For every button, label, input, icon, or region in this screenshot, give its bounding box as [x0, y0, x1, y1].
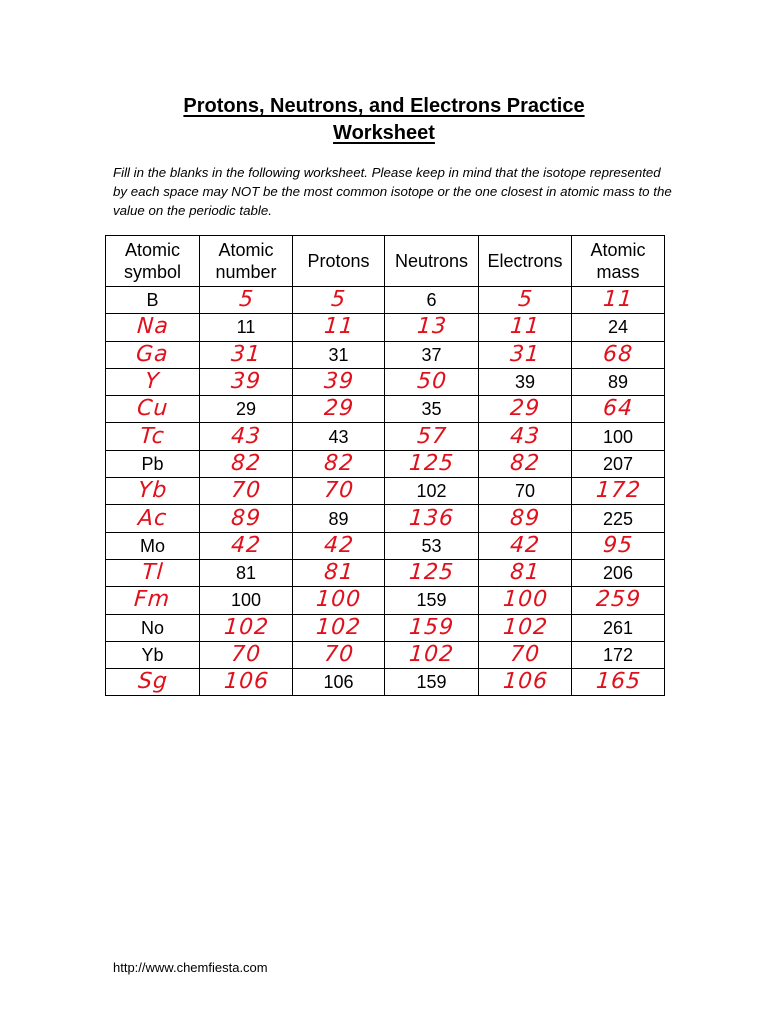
cell-atomic-mass [572, 559, 665, 586]
cell-electrons [479, 287, 572, 314]
cell-protons [293, 396, 385, 423]
cell-atomic-symbol [106, 505, 200, 532]
cell-atomic-number [200, 287, 293, 314]
cell-atomic-mass [572, 587, 665, 614]
header-atomic-number [200, 236, 293, 287]
cell-atomic-number [200, 587, 293, 614]
cell-electrons [479, 478, 572, 505]
cell-neutrons [385, 559, 479, 586]
cell-atomic-number [200, 478, 293, 505]
table-row [106, 396, 665, 423]
handwritten-answer: 70 [322, 642, 355, 667]
printed-value: 70 [514, 481, 536, 502]
handwritten-answer: 100 [501, 587, 549, 613]
cell-electrons [479, 396, 572, 423]
printed-value: 29 [235, 399, 257, 420]
printed-value: 159 [416, 672, 447, 693]
cell-atomic-symbol [106, 478, 200, 505]
handwritten-answer: 82 [230, 450, 262, 476]
printed-value: Mo [139, 535, 165, 556]
cell-atomic-mass [572, 368, 665, 395]
handwritten-answer: Ac [137, 505, 168, 531]
handwritten-answer: 5 [330, 287, 347, 313]
table-row [106, 641, 665, 668]
cell-atomic-mass [572, 287, 665, 314]
cell-atomic-mass [572, 641, 665, 668]
printed-value: 261 [602, 617, 634, 638]
handwritten-answer: 57 [415, 423, 448, 449]
table-row [106, 614, 665, 641]
cell-atomic-number [200, 396, 293, 423]
handwritten-answer: 125 [408, 450, 455, 476]
worksheet-title-line1: Protons, Neutrons, and Electrons Practice [183, 95, 585, 117]
printed-value: 39 [514, 372, 536, 393]
handwritten-answer: 68 [602, 341, 634, 367]
handwritten-answer: 82 [509, 450, 541, 476]
cell-neutrons [385, 669, 479, 696]
header-line2: number [215, 262, 277, 282]
printed-value: Yb [141, 645, 164, 665]
table-row [106, 669, 665, 696]
cell-atomic-symbol [106, 532, 200, 559]
handwritten-answer: 39 [230, 369, 262, 395]
printed-value: 11 [236, 317, 256, 338]
table-row [106, 478, 665, 505]
cell-atomic-mass [572, 341, 665, 368]
cell-electrons [479, 559, 572, 586]
handwritten-answer: 89 [230, 505, 262, 531]
cell-atomic-mass [572, 614, 665, 641]
cell-atomic-mass [572, 669, 665, 696]
cell-protons [293, 669, 385, 696]
handwritten-answer: 64 [602, 396, 634, 422]
cell-atomic-number [200, 641, 293, 668]
cell-neutrons [385, 641, 479, 668]
printed-value: 106 [323, 672, 354, 693]
cell-neutrons [385, 478, 479, 505]
cell-atomic-number [200, 614, 293, 641]
table-row [106, 314, 665, 341]
cell-neutrons [385, 287, 479, 314]
cell-atomic-number [200, 505, 293, 532]
handwritten-answer: 13 [415, 314, 448, 340]
handwritten-answer: Y [144, 369, 161, 395]
printed-value: 24 [607, 317, 629, 338]
handwritten-answer: 95 [602, 532, 634, 558]
printed-value: No [140, 617, 164, 638]
cell-atomic-number [200, 559, 293, 586]
cell-electrons [479, 669, 572, 696]
cell-electrons [479, 505, 572, 532]
handwritten-answer: 29 [509, 396, 541, 422]
table-row [106, 368, 665, 395]
printed-value: 35 [421, 399, 442, 420]
cell-neutrons [385, 505, 479, 532]
handwritten-answer: Ga [135, 341, 170, 367]
cell-atomic-mass [572, 532, 665, 559]
handwritten-answer: Cu [136, 396, 170, 422]
cell-atomic-symbol [106, 423, 200, 450]
cell-atomic-mass [572, 423, 665, 450]
handwritten-answer: 106 [501, 669, 549, 695]
cell-protons [293, 450, 385, 477]
printed-value: 89 [328, 508, 349, 529]
header-atomic-symbol [106, 236, 200, 287]
handwritten-answer: 82 [322, 450, 355, 476]
cell-atomic-symbol [106, 396, 200, 423]
cell-electrons [479, 641, 572, 668]
handwritten-answer: 81 [509, 560, 541, 586]
handwritten-answer: 102 [408, 642, 455, 667]
printed-value: 225 [602, 508, 634, 529]
printed-value: 102 [416, 481, 447, 502]
handwritten-answer: 39 [322, 369, 355, 395]
table-row [106, 341, 665, 368]
cell-neutrons [385, 423, 479, 450]
cell-atomic-number [200, 423, 293, 450]
table-row [106, 532, 665, 559]
cell-atomic-mass [572, 450, 665, 477]
worksheet-title-line2: Worksheet [333, 122, 435, 144]
cell-neutrons [385, 341, 479, 368]
handwritten-answer: 172 [594, 478, 642, 504]
printed-value: 53 [421, 535, 442, 556]
handwritten-answer: 43 [509, 423, 541, 449]
handwritten-answer: 11 [602, 287, 634, 313]
cell-protons [293, 614, 385, 641]
cell-protons [293, 559, 385, 586]
handwritten-answer: 70 [230, 642, 262, 667]
cell-protons [293, 423, 385, 450]
handwritten-answer: 43 [230, 423, 262, 449]
handwritten-answer: Tl [140, 560, 165, 586]
printed-value: 207 [602, 453, 634, 474]
handwritten-answer: 136 [408, 505, 455, 531]
table-row [106, 505, 665, 532]
header-line2: symbol [123, 262, 181, 282]
cell-neutrons [385, 396, 479, 423]
header-line1: Atomic [590, 240, 646, 260]
cell-atomic-mass [572, 505, 665, 532]
cell-neutrons [385, 587, 479, 614]
cell-neutrons [385, 532, 479, 559]
handwritten-answer: 100 [315, 587, 362, 613]
cell-atomic-symbol [106, 341, 200, 368]
printed-value: 172 [602, 645, 634, 665]
header-protons [293, 236, 385, 287]
cell-atomic-symbol [106, 368, 200, 395]
table-row [106, 450, 665, 477]
printed-value: 43 [328, 426, 349, 447]
handwritten-answer: Tc [139, 423, 166, 449]
printed-value: 206 [602, 563, 634, 584]
cell-protons [293, 478, 385, 505]
worksheet-table-body [106, 287, 665, 696]
footer-url: http://www.chemfiesta.com [113, 960, 268, 975]
cell-protons [293, 341, 385, 368]
cell-protons [293, 287, 385, 314]
table-row [106, 587, 665, 614]
cell-electrons [479, 532, 572, 559]
instructions-text: Fill in the blanks in the following worksheet. Please keep in mind that the isotope represented by each space may NOT be the most common isotope or the one closest in atomic mass to the value on the periodic table. [113, 165, 672, 218]
printed-value: B [146, 290, 159, 311]
printed-value: 81 [235, 563, 257, 584]
header-neutrons [385, 236, 479, 287]
handwritten-answer: 81 [322, 560, 355, 586]
cell-atomic-symbol [106, 641, 200, 668]
header-line1: Atomic [124, 240, 180, 260]
handwritten-answer: 50 [415, 369, 448, 395]
header-electrons [479, 236, 572, 287]
header-atomic-mass [572, 236, 665, 287]
cell-atomic-symbol [106, 614, 200, 641]
cell-atomic-symbol [106, 669, 200, 696]
handwritten-answer: 31 [509, 341, 541, 367]
cell-electrons [479, 314, 572, 341]
handwritten-answer: 165 [594, 669, 642, 695]
handwritten-answer: 106 [222, 669, 270, 695]
printed-value: 159 [416, 590, 447, 611]
printed-value: 89 [607, 372, 629, 393]
handwritten-answer: 42 [230, 532, 262, 558]
handwritten-answer: Yb [136, 478, 169, 504]
cell-protons [293, 368, 385, 395]
printed-value: 100 [230, 590, 262, 611]
cell-electrons [479, 450, 572, 477]
handwritten-answer: 11 [509, 314, 541, 340]
cell-atomic-number [200, 450, 293, 477]
header-line2: mass [596, 262, 640, 282]
cell-atomic-number [200, 669, 293, 696]
cell-atomic-symbol [106, 287, 200, 314]
cell-protons [293, 641, 385, 668]
handwritten-answer: 102 [501, 614, 549, 640]
handwritten-answer: 29 [322, 396, 355, 422]
cell-atomic-mass [572, 396, 665, 423]
cell-atomic-number [200, 341, 293, 368]
worksheet-table [105, 235, 665, 696]
printed-value: 37 [421, 344, 442, 365]
header-line1: Neutrons [394, 251, 469, 271]
handwritten-answer: 159 [408, 614, 455, 640]
table-header-row [106, 236, 665, 287]
cell-electrons [479, 423, 572, 450]
cell-electrons [479, 368, 572, 395]
cell-protons [293, 587, 385, 614]
printed-value: 31 [328, 344, 349, 365]
handwritten-answer: 70 [509, 642, 541, 667]
cell-atomic-mass [572, 314, 665, 341]
handwritten-answer: 70 [230, 478, 262, 504]
cell-electrons [479, 614, 572, 641]
handwritten-answer: 125 [408, 560, 455, 586]
header-line1: Electrons [487, 251, 563, 271]
cell-atomic-symbol [106, 450, 200, 477]
handwritten-answer: 42 [509, 532, 541, 558]
handwritten-answer: 5 [516, 287, 534, 313]
cell-electrons [479, 587, 572, 614]
handwritten-answer: 5 [237, 287, 255, 313]
cell-atomic-symbol [106, 587, 200, 614]
handwritten-answer: 89 [509, 505, 541, 531]
handwritten-answer: Na [135, 314, 170, 340]
cell-atomic-number [200, 532, 293, 559]
cell-neutrons [385, 314, 479, 341]
handwritten-answer: Fm [133, 587, 172, 613]
cell-neutrons [385, 614, 479, 641]
cell-atomic-number [200, 368, 293, 395]
cell-electrons [479, 341, 572, 368]
header-line1: Atomic [218, 240, 274, 260]
handwritten-answer: 259 [594, 587, 642, 613]
cell-atomic-mass [572, 478, 665, 505]
cell-neutrons [385, 450, 479, 477]
handwritten-answer: 102 [315, 614, 362, 640]
cell-atomic-symbol [106, 559, 200, 586]
handwritten-answer: 70 [322, 478, 355, 504]
cell-neutrons [385, 368, 479, 395]
cell-protons [293, 532, 385, 559]
cell-atomic-symbol [106, 314, 200, 341]
printed-value: Pb [141, 453, 164, 474]
printed-value: 6 [426, 290, 437, 311]
printed-value: 100 [602, 426, 634, 447]
table-row [106, 423, 665, 450]
cell-protons [293, 505, 385, 532]
table-row [106, 559, 665, 586]
cell-protons [293, 314, 385, 341]
handwritten-answer: Sg [136, 669, 169, 695]
handwritten-answer: 42 [322, 532, 355, 558]
handwritten-answer: 102 [222, 614, 270, 640]
header-line1: Protons [307, 251, 370, 271]
handwritten-answer: 31 [230, 341, 262, 367]
handwritten-answer: 11 [322, 314, 355, 340]
table-row [106, 287, 665, 314]
cell-atomic-number [200, 314, 293, 341]
